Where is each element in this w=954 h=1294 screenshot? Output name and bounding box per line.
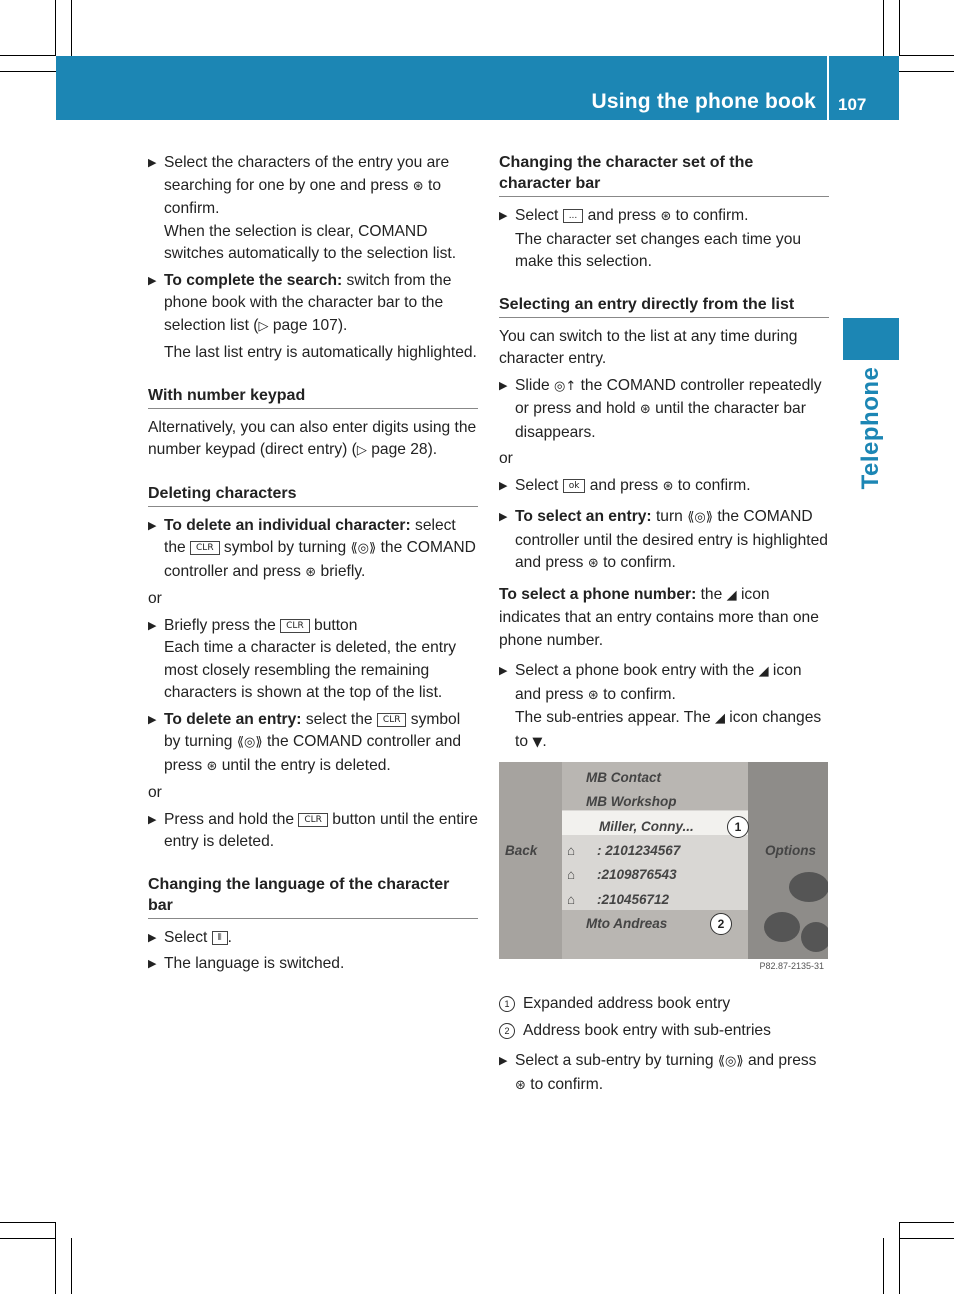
turn-controller-icon: ⟪◎⟫ xyxy=(717,1054,744,1069)
turn-controller-icon: ⟪◎⟫ xyxy=(687,510,713,525)
list-item: ▶ The language is switched. xyxy=(148,953,478,976)
crop-mark xyxy=(899,55,954,56)
press-controller-icon: ⊛ xyxy=(587,687,599,703)
office-icon: ⌂ xyxy=(567,892,576,907)
language-icon: ⦀ xyxy=(212,931,228,945)
list-row: : 2101234567 xyxy=(597,843,681,858)
crop-mark xyxy=(899,1238,954,1239)
controller-knob-icon xyxy=(764,912,800,942)
legend-number: 1 xyxy=(499,996,515,1012)
multiple-numbers-icon: ◢ xyxy=(758,664,769,679)
list-row: MB Workshop xyxy=(586,794,677,809)
press-controller-icon: ⊛ xyxy=(515,1077,526,1093)
bullet-arrow-icon: ▶ xyxy=(499,665,508,677)
bullet-arrow-icon: ▶ xyxy=(499,511,508,523)
bullet-arrow-icon: ▶ xyxy=(148,157,157,169)
expanded-icon: ▼ xyxy=(532,734,543,750)
clr-key-icon: CLR xyxy=(377,713,407,727)
list-item: ▶ To delete an individual character: select the CLR symbol by turning ⟪◎⟫ the COMAND controller and press ⊛ briefly. xyxy=(148,516,476,580)
note-text: The character set changes each time you make this selection. xyxy=(515,230,802,270)
multiple-numbers-icon: ◢ xyxy=(726,587,737,603)
list-item: ▶ To delete an entry: select the CLR symbol by turning ⟪◎⟫ the COMAND controller and press ⊛ until the entry is deleted. xyxy=(148,710,462,774)
clr-key-icon: CLR xyxy=(280,619,310,633)
legend-item: 2 Address book entry with sub-entries xyxy=(499,1020,829,1043)
page-ref-icon: ▷ xyxy=(258,318,269,334)
bullet-arrow-icon: ▶ xyxy=(499,379,508,392)
legend-number: 2 xyxy=(499,1023,515,1039)
right-column xyxy=(499,152,829,1097)
list-item: ▶ Slide ◎↑ the COMAND controller repeatedly or press and hold ⊛ until the character bar disappears. xyxy=(499,376,822,441)
or-text: or xyxy=(148,784,162,801)
press-controller-icon: ⊛ xyxy=(639,402,651,417)
section-heading: Selecting an entry directly from the list xyxy=(499,294,829,318)
crop-mark xyxy=(55,1222,56,1294)
note-text: When the selection is clear, COMAND switches automatically to the selection list. xyxy=(164,222,457,262)
bullet-arrow-icon: ▶ xyxy=(499,1055,508,1067)
options-softkey: Options xyxy=(765,843,816,858)
crop-mark xyxy=(899,1222,954,1223)
clr-key-icon: CLR xyxy=(298,813,328,827)
list-item: ▶ Select ok and press ⊛ to confirm. xyxy=(499,475,829,499)
turn-controller-icon: ⟪◎⟫ xyxy=(236,735,263,750)
section-heading: Changing the character set of the character bar xyxy=(499,152,829,197)
press-controller-icon: ⊛ xyxy=(206,758,218,774)
crop-mark xyxy=(899,71,954,72)
multiple-numbers-icon: ◢ xyxy=(714,711,725,726)
side-tab-label: Telephone xyxy=(857,366,884,490)
list-row: :2109876543 xyxy=(597,867,677,882)
list-item: ▶ Select a sub-entry by turning ⟪◎⟫ and press ⊛ to confirm. xyxy=(499,1052,817,1093)
section-heading: Deleting characters xyxy=(148,483,478,507)
crop-mark xyxy=(0,1238,56,1239)
crop-mark xyxy=(71,1238,72,1294)
list-item: ▶ Select the characters of the entry you are searching for one by one and press ⊛ to confirm. When the selection is clear, COMAND switches automatically to the selection list. xyxy=(148,152,478,266)
note-text: Each time a character is deleted, the entry most closely resembling the remaining characters is shown at the top of the list. xyxy=(164,639,457,701)
comand-screen-figure xyxy=(499,762,828,979)
list-item: ▶ Select ... and press ⊛ to confirm. The character set changes each time you make this selection. xyxy=(499,205,829,274)
crop-mark xyxy=(71,0,72,56)
press-controller-icon: ⊛ xyxy=(660,209,672,224)
bullet-arrow-icon: ▶ xyxy=(148,519,157,532)
bullet-arrow-icon: ▶ xyxy=(148,713,157,726)
callout-1: 1 xyxy=(727,816,749,838)
crop-mark xyxy=(55,0,56,56)
home-icon: ⌂ xyxy=(567,867,576,882)
page-reference[interactable]: page 28 xyxy=(371,441,428,458)
comand-display-photo xyxy=(499,762,828,959)
clr-key-icon: CLR xyxy=(190,541,220,555)
press-controller-icon: ⊛ xyxy=(305,564,317,580)
crop-mark xyxy=(899,0,900,56)
list-item: ▶ To select an entry: turn ⟪◎⟫ the COMAND controller until the desired entry is highlighted and press ⊛ to confirm. xyxy=(499,508,828,571)
slide-up-controller-icon: ◎↑ xyxy=(554,378,577,394)
legend-item: 1 Expanded address book entry xyxy=(499,993,829,1016)
list-row: :210456712 xyxy=(597,892,670,907)
bullet-arrow-icon: ▶ xyxy=(499,479,508,492)
turn-controller-icon: ⟪◎⟫ xyxy=(350,541,377,556)
bullet-arrow-icon: ▶ xyxy=(148,958,157,970)
list-item: ▶ Select a phone book entry with the ◢ icon and press ⊛ to confirm. The sub-entries appear. The ◢ icon changes to ▼. xyxy=(499,660,829,754)
note-text: The sub-entries appear. The ◢ icon changes to ▼. xyxy=(515,709,822,750)
callout-2: 2 xyxy=(710,913,732,935)
page-reference[interactable]: page 107 xyxy=(272,316,338,334)
crop-mark xyxy=(883,1238,884,1294)
controller-knob-icon xyxy=(789,872,828,902)
figure-code: P82.87-2135-31 xyxy=(759,960,824,971)
or-text: or xyxy=(148,590,162,607)
left-column xyxy=(148,152,478,976)
section-heading: With number keypad xyxy=(148,385,478,409)
paragraph: You can switch to the list at any time during character entry. xyxy=(499,327,798,367)
controller-knob-icon xyxy=(801,922,828,952)
press-controller-icon: ⊛ xyxy=(412,178,424,194)
press-controller-icon: ⊛ xyxy=(587,556,599,571)
list-row: Mto Andreas xyxy=(586,916,668,931)
page-ref-icon: ▷ xyxy=(356,443,367,458)
header-divider xyxy=(827,56,829,120)
bullet-arrow-icon: ▶ xyxy=(148,931,157,944)
crop-mark xyxy=(899,1222,900,1294)
list-row: Miller, Conny... xyxy=(599,819,694,834)
list-item: ▶ Briefly press the CLR button Each time a character is deleted, the entry most closely resembling the remaining characters is shown at the top of the list. xyxy=(148,615,478,705)
side-tab xyxy=(843,318,899,360)
character-set-key-icon: ... xyxy=(563,209,584,223)
bullet-arrow-icon: ▶ xyxy=(499,210,508,222)
crop-mark xyxy=(0,71,56,72)
paragraph: To select a phone number: the ◢ icon indicates that an entry contains more than one phone number. xyxy=(499,585,819,649)
or-text: or xyxy=(499,450,513,467)
back-softkey: Back xyxy=(505,843,538,858)
crop-mark xyxy=(0,55,56,56)
list-item: ▶ Press and hold the CLR button until the entire entry is deleted. xyxy=(148,810,478,850)
note-text: The last list entry is automatically highlighted. xyxy=(164,344,477,361)
press-controller-icon: ⊛ xyxy=(662,478,674,494)
crop-mark xyxy=(883,0,884,56)
page-number: 107 xyxy=(838,95,867,114)
bullet-arrow-icon: ▶ xyxy=(148,813,157,826)
bullet-arrow-icon: ▶ xyxy=(148,274,157,287)
list-item: ▶ To complete the search: switch from the phone book with the character bar to the selection list (▷ page 107). The last list entry is automatically highlighted. xyxy=(148,270,478,365)
list-row: MB Contact xyxy=(586,770,661,785)
list-item: ▶ Select ⦀ . xyxy=(148,927,478,950)
paragraph: Alternatively, you can also enter digits using the number keypad (direct entry) (▷ page 28). xyxy=(148,418,477,458)
bullet-arrow-icon: ▶ xyxy=(148,619,157,632)
section-heading: Changing the language of the character bar xyxy=(148,874,478,919)
page-section-title: Using the phone book xyxy=(591,90,816,113)
crop-mark xyxy=(0,1222,56,1223)
home-icon: ⌂ xyxy=(567,843,576,858)
ok-key-icon: ok xyxy=(563,479,586,493)
